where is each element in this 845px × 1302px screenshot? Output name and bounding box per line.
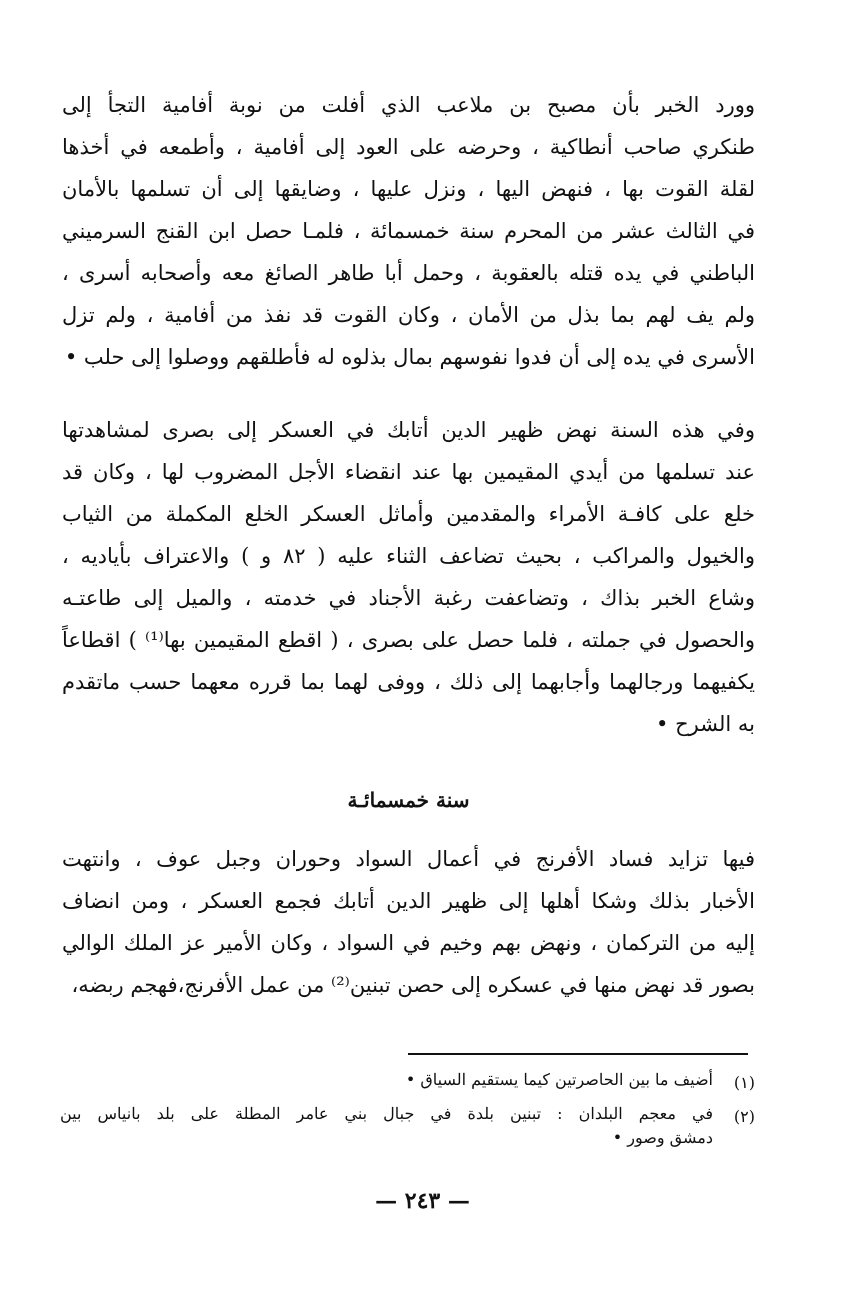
text-line: خلع على كافـة الأمراء والمقدمين وأماثل العسكر الخلع المكملة من الثياب — [62, 502, 755, 526]
page-number: — ٢٤٣ — — [375, 1188, 470, 1214]
text-line: يكفيهما ورجالهما وأجابهما إلى ذلك ، ووفى لهما بما قرره معهما حسب ماتقدم — [62, 670, 755, 694]
footnote-line: دمشق وصور • — [612, 1128, 713, 1147]
text-line: وشاع الخبر بذاك ، وتضاعفت رغبة الأجناد في خدمته ، والميل إلى طاعتـه — [62, 586, 755, 610]
text-line: وفي هذه السنة نهض ظهير الدين أتابك في العسكر إلى بصرى لمشاهدتها — [62, 418, 755, 442]
text-line: طنكري صاحب أنطاكية ، وحرضه على العود إلى أفامية ، وأطمعه في أخذها — [62, 135, 755, 159]
text-line: عند تسلمها من أيدي المقيمين بها عند انقضاء الأجل المضروب لها ، وكان قد — [62, 460, 755, 484]
text-line: بصور قد نهض منها في عسكره إلى حصن تبنين⁽²⁾ من عمل الأفرنج،فهجم ربضه، — [71, 973, 755, 997]
paragraph-2 — [62, 409, 755, 745]
footnote — [60, 1068, 755, 1098]
text-line: فيها تزايد فساد الأفرنج في أعمال السواد وحوران وجبل عوف ، وانتهت — [62, 847, 755, 871]
paragraph-1 — [62, 84, 755, 378]
text-line: الأخبار بذلك وشكا أهلها إلى ظهير الدين أتابك فجمع العسكر ، ومن انضاف — [62, 889, 755, 913]
text-line: وورد الخبر بأن مصبح بن ملاعب الذي أفلت من نوبة أفامية التجأ إلى — [62, 93, 755, 117]
text-line: لقلة القوت بها ، فنهض اليها ، ونزل عليها ، وضايقها إلى أن تسلمها بالأمان — [62, 177, 755, 201]
text-line: والخيول والمراكب ، بحيث تضاعف الثناء عليه ( ٨٢ و ) والاعتراف بأياديه ، — [62, 544, 755, 568]
text-line: إليه من التركمان ، ونهض بهم وخيم في السواد ، وكان الأمير عز الملك الوالي — [62, 931, 755, 955]
section-heading: سنة خمسمائـة — [347, 788, 470, 812]
text-line: الباطني في يده قتله بالعقوبة ، وحمل أبا طاهر الصائغ معه وأصحابه أسرى ، — [62, 261, 755, 285]
footnote — [60, 1102, 755, 1150]
footnote-line: في معجم البلدان : تبنين بلدة في جبال بني عامر المطلة على بلد بانياس بين — [60, 1104, 713, 1123]
footnote-line: أضيف ما بين الحاصرتين كيما يستقيم السياق • — [405, 1070, 713, 1089]
footnote-divider — [408, 1053, 748, 1055]
footnote-number: (٢) — [733, 1107, 755, 1126]
footnote-number: (١) — [733, 1073, 755, 1092]
footnotes — [60, 1068, 755, 1154]
footnote-text — [60, 1068, 713, 1092]
text-line: ولم يف لهم بما بذل من الأمان ، وكان القوت قد نفذ من أفامية ، ولم تزل — [62, 303, 755, 327]
footnote-text — [60, 1102, 713, 1150]
text-line: والحصول في جملته ، فلما حصل على بصرى ، ( اقطع المقيمين بها⁽¹⁾ ) اقطاعاً — [62, 628, 755, 652]
paragraph-3 — [62, 838, 755, 1006]
text-line: به الشرح • — [656, 712, 755, 736]
text-line: الأسرى في يده إلى أن فدوا نفوسهم بمال بذلوه له فأطلقهم ووصلوا إلى حلب • — [64, 345, 755, 369]
text-line: في الثالث عشر من المحرم سنة خمسمائة ، فلمـا حصل ابن القنج السرميني — [62, 219, 755, 243]
